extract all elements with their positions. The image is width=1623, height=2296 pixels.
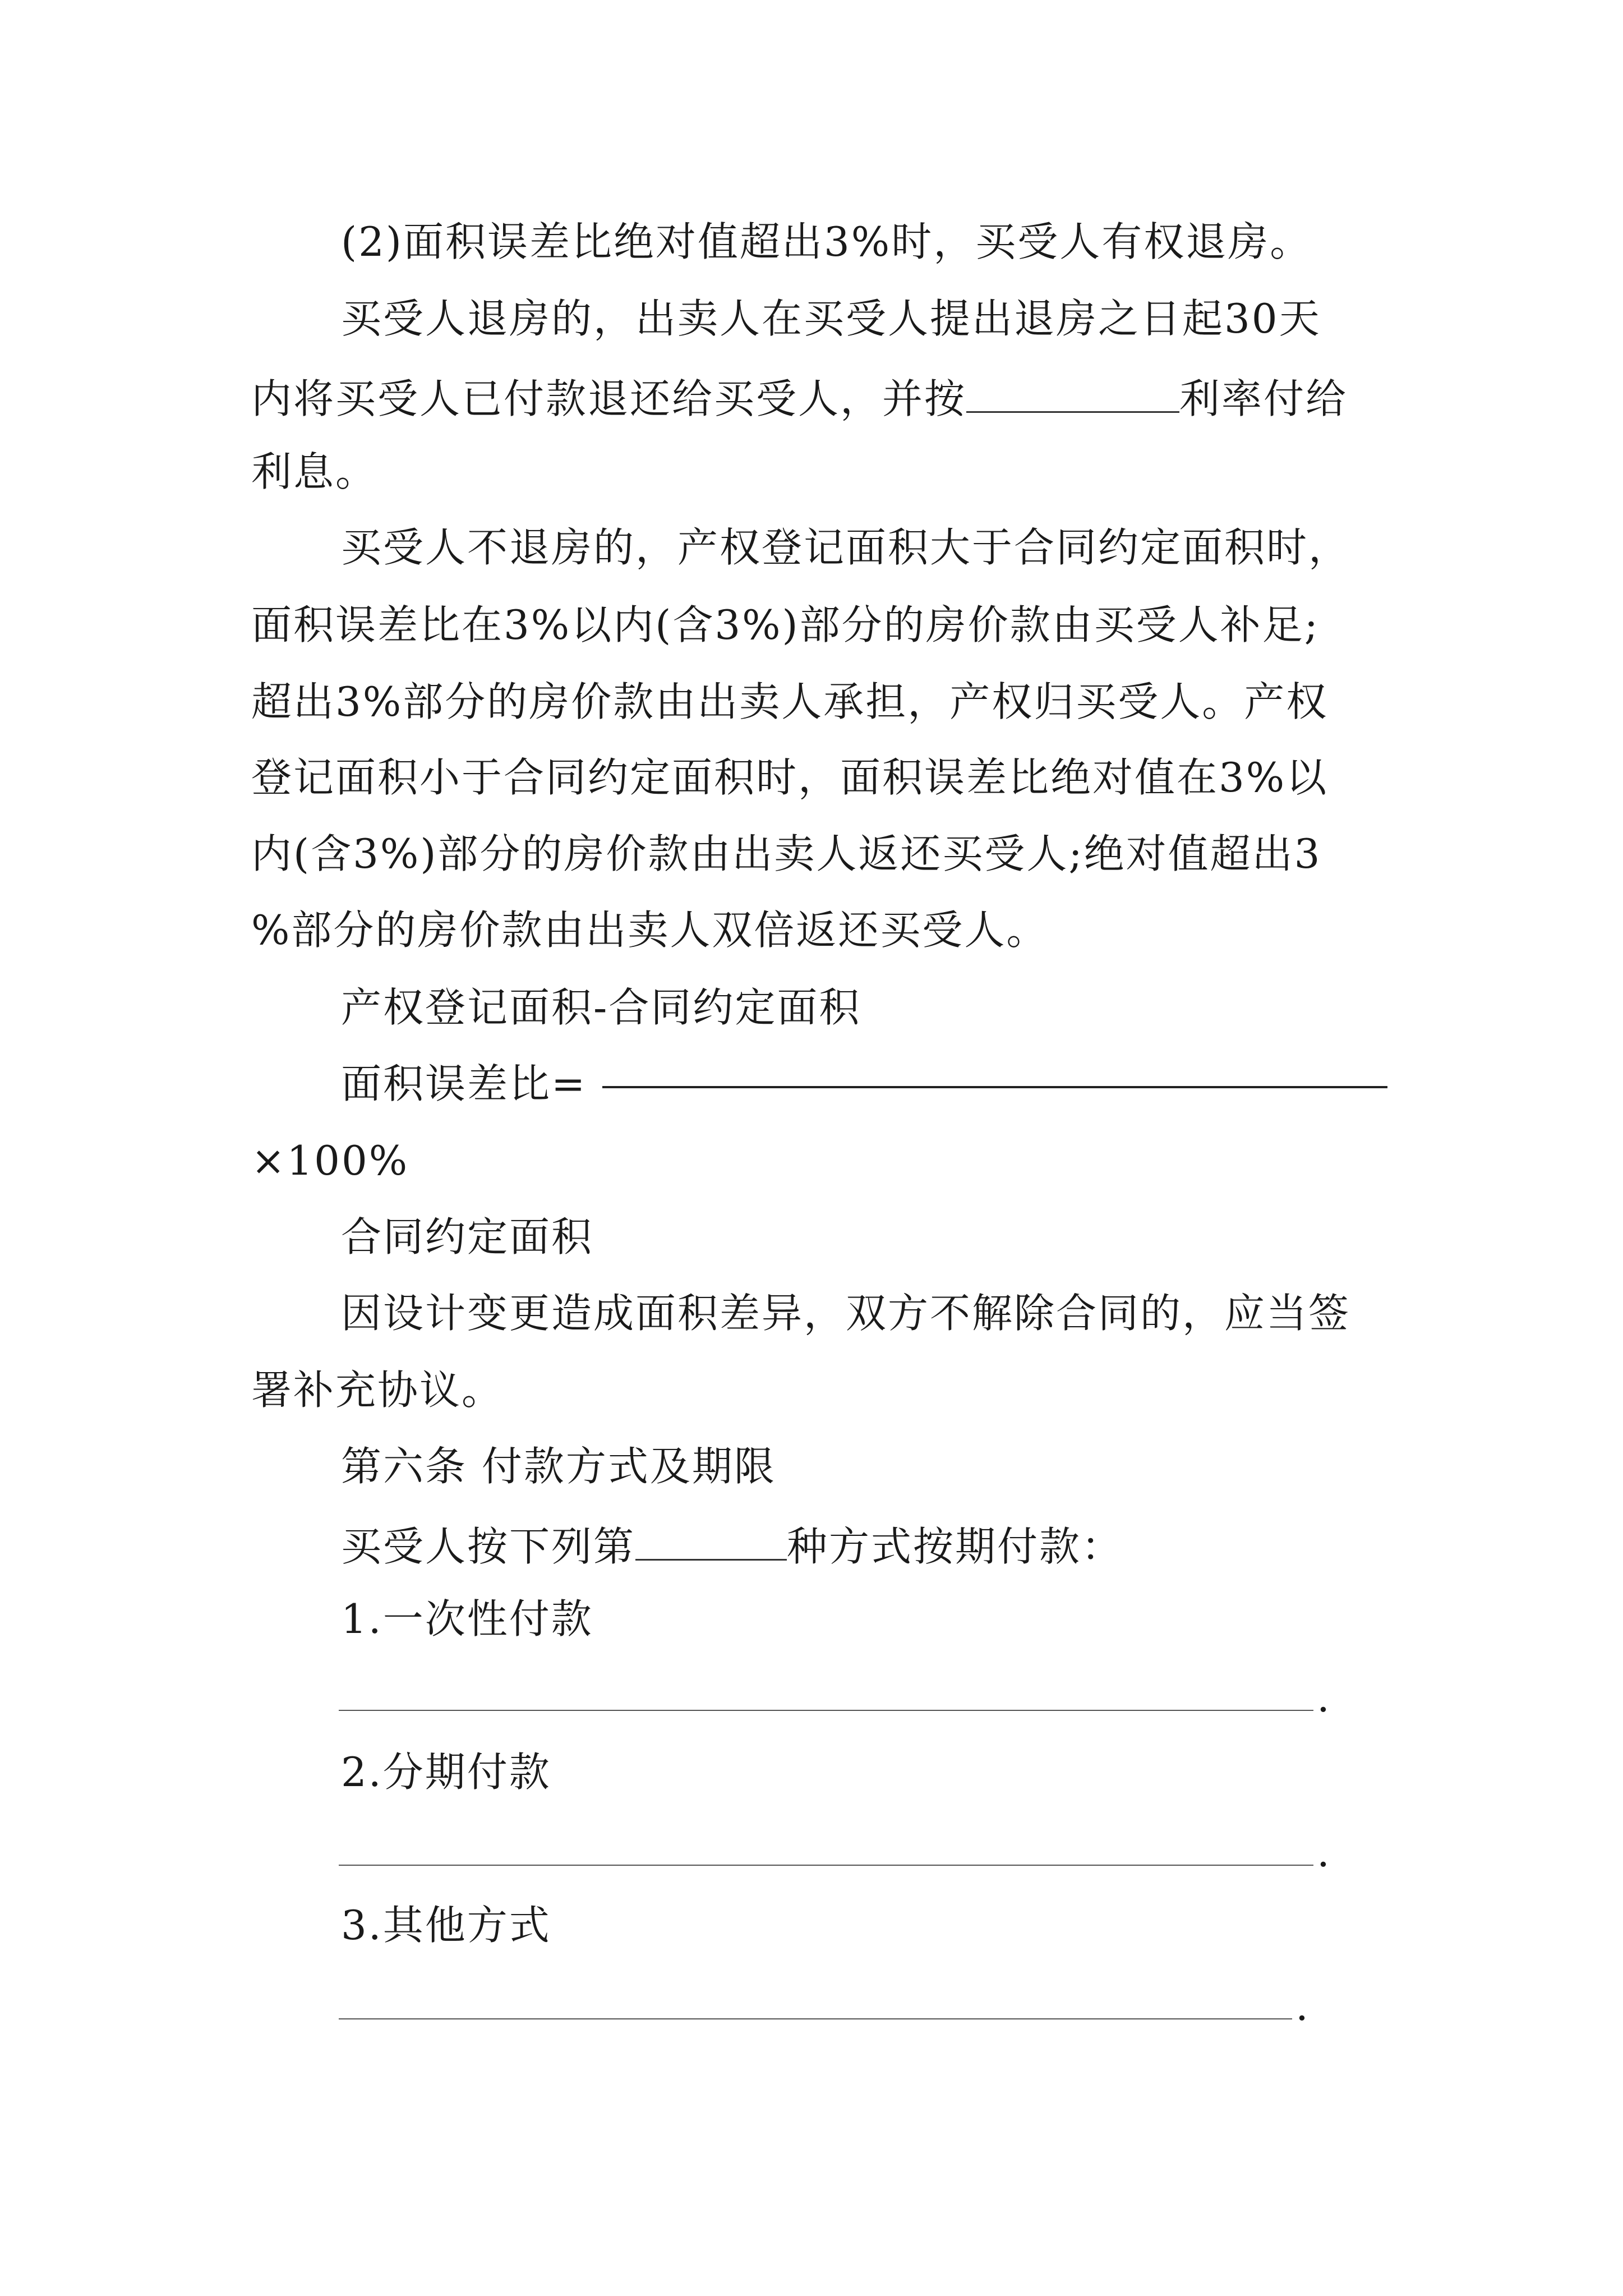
paragraph-refund-line-3: 利息。 xyxy=(251,448,378,495)
option-installment-payment: 2.分期付款 xyxy=(341,1749,551,1796)
paragraph-no-refund-line-3: 超出3%部分的房价款由出卖人承担，产权归买受人。产权 xyxy=(251,678,1329,725)
paragraph-refund-line-1: 买受人退房的，出卖人在买受人提出退房之日起30天 xyxy=(341,295,1321,342)
refund-text-b: 利率付给 xyxy=(1179,375,1348,422)
formula-denominator: 合同约定面积 xyxy=(341,1213,594,1260)
formula-label: 面积误差比= xyxy=(341,1060,587,1107)
option-other-method: 3.其他方式 xyxy=(341,1902,551,1949)
payment-method-selection xyxy=(341,1516,1123,1573)
payment-method-text-a: 买受人按下列第 xyxy=(341,1523,636,1570)
other-method-fill-line[interactable] xyxy=(339,2018,1292,2019)
formula-numerator: 产权登记面积-合同约定面积 xyxy=(341,984,861,1031)
interest-rate-blank[interactable] xyxy=(966,369,1179,413)
refund-text-a: 内将买受人已付款退还给买受人，并按 xyxy=(251,375,967,422)
installment-period: . xyxy=(1317,1829,1330,1876)
installment-fill-line[interactable] xyxy=(339,1865,1313,1866)
paragraph-design-change-line-1: 因设计变更造成面积差异，双方不解除合同的，应当签 xyxy=(341,1290,1351,1337)
paragraph-no-refund-line-6: %部分的房价款由出卖人双倍返还买受人。 xyxy=(251,907,1049,954)
paragraph-area-error-refund-right: (2)面积误差比绝对值超出3%时，买受人有权退房。 xyxy=(341,218,1312,265)
payment-method-number-blank[interactable] xyxy=(635,1516,787,1561)
other-method-period: . xyxy=(1295,1982,1308,2030)
payment-method-text-b: 种方式按期付款： xyxy=(787,1523,1124,1570)
paragraph-no-refund-line-1: 买受人不退房的，产权登记面积大于合同约定面积时， xyxy=(341,524,1351,571)
formula-fraction-bar xyxy=(602,1086,1387,1088)
formula-left-side xyxy=(341,1057,1387,1111)
formula-multiplier: ×100% xyxy=(251,1137,409,1184)
paragraph-no-refund-line-2: 面积误差比在3%以内(含3%)部分的房价款由买受人补足; xyxy=(251,601,1320,648)
lump-sum-fill-line[interactable] xyxy=(339,1710,1313,1711)
lump-sum-period: . xyxy=(1317,1674,1330,1721)
paragraph-design-change-line-2: 署补充协议。 xyxy=(251,1366,504,1414)
paragraph-no-refund-line-4: 登记面积小于合同约定面积时，面积误差比绝对值在3%以 xyxy=(251,754,1329,801)
paragraph-no-refund-line-5: 内(含3%)部分的房价款由出卖人返还买受人;绝对值超出3 xyxy=(251,830,1322,877)
article-six-heading: 第六条 付款方式及期限 xyxy=(341,1443,776,1490)
paragraph-refund-line-2 xyxy=(251,369,1348,426)
option-lump-sum-payment: 1.一次性付款 xyxy=(341,1595,593,1642)
